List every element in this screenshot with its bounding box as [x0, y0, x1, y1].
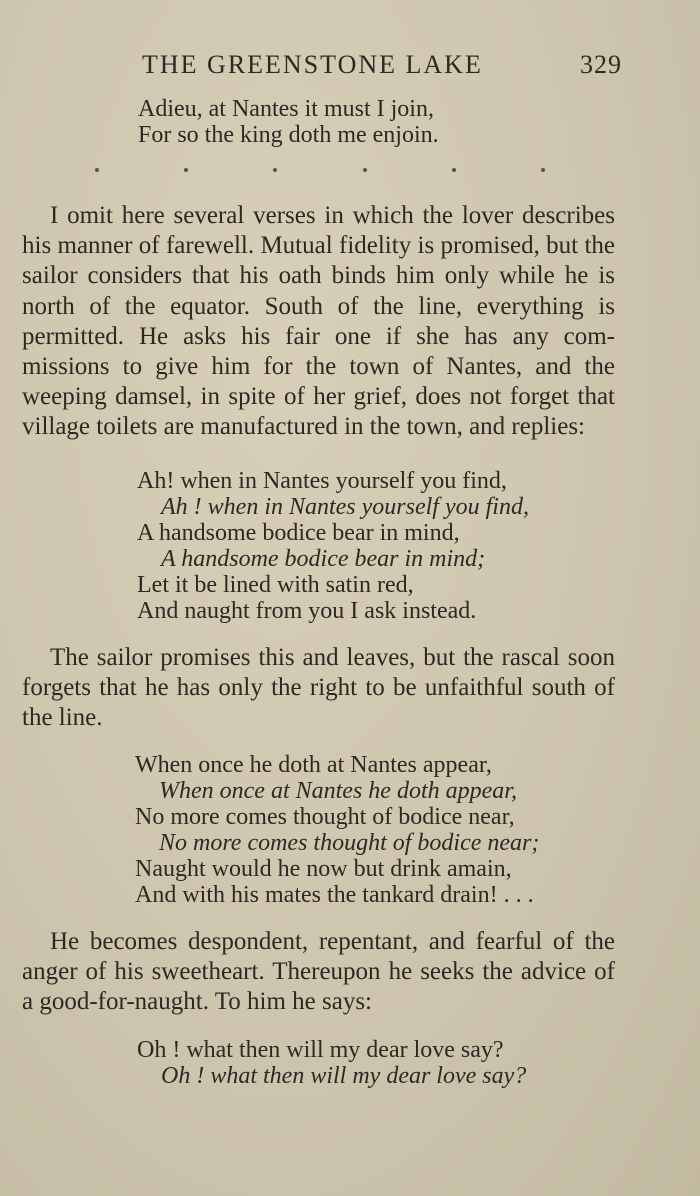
verse-line: Let it be lined with satin red, — [137, 572, 414, 598]
verse-line: A handsome bodice bear in mind, — [137, 520, 460, 546]
verse-line-italic: Ah ! when in Nantes yourself you find, — [161, 494, 529, 520]
verse-line: And with his mates the tankard drain! . . . — [135, 882, 534, 908]
paragraph-3: He becomes despondent, repentant, and fearful of the anger of his sweetheart. Thereupon he seeks the advice of a good-for-naught. To him he says: — [22, 928, 615, 1016]
verse-line-italic: A handsome bodice bear in mind; — [161, 546, 486, 572]
running-title: THE GREENSTONE LAKE — [142, 50, 483, 79]
verse-line: When once he doth at Nantes appear, — [135, 752, 492, 778]
page-number: 329 — [580, 50, 622, 79]
paragraph-1: I omit here several verses in which the lover describes his manner of farewell. Mutual fidelity is promised, but the sailor considers that his oath binds him only while he is north of the equator. South of the line, everything is permitted. He asks his fair one if she has any com- missions to give him for the town of Nantes, and the weeping damsel, in spite of her grief, does not forget that village toilets are manufactured in the town, and replies: — [22, 202, 615, 441]
verse-line: No more comes thought of bodice near, — [135, 804, 515, 830]
verse-line: Adieu, at Nantes it must I join, — [138, 96, 434, 122]
verse-line: Ah! when in Nantes yourself you find, — [137, 468, 507, 494]
verse-line-italic: No more comes thought of bodice near; — [159, 830, 540, 856]
verse-line: Naught would he now but drink amain, — [135, 856, 512, 882]
verse-stanza-2 — [137, 468, 529, 624]
verse-stanza-3 — [135, 752, 539, 908]
section-divider — [95, 168, 545, 180]
verse-stanza-1 — [138, 96, 439, 148]
verse-line: And naught from you I ask instead. — [137, 598, 477, 624]
verse-line: Oh ! what then will my dear love say? — [137, 1037, 504, 1063]
verse-line: For so the king doth me enjoin. — [138, 122, 439, 148]
page-header — [142, 50, 632, 86]
verse-stanza-4 — [137, 1037, 526, 1089]
verse-line-italic: When once at Nantes he doth appear, — [159, 778, 517, 804]
verse-line-italic: Oh ! what then will my dear love say? — [161, 1063, 527, 1089]
paragraph-2: The sailor promises this and leaves, but the rascal soon forgets that he has only the right to be unfaithful south of the line. — [22, 644, 615, 732]
